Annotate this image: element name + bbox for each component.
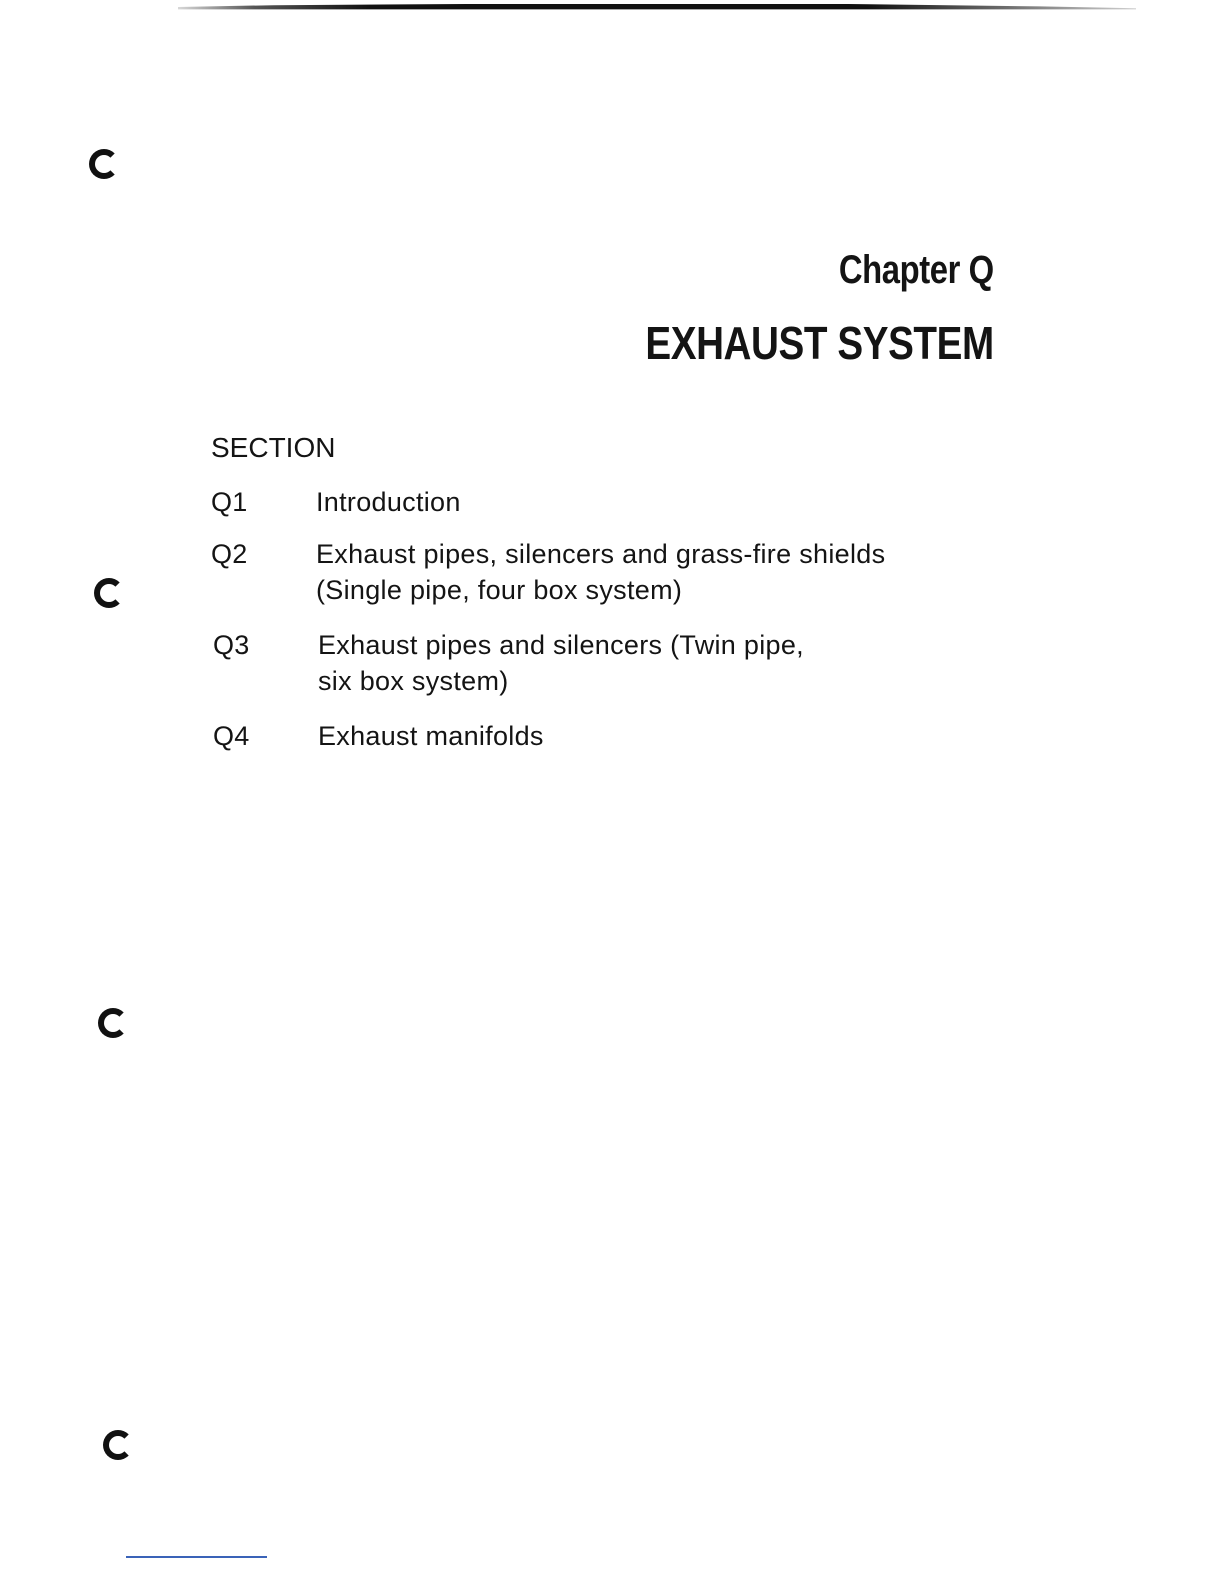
binder-hole-mark: [98, 1008, 128, 1038]
toc-entry-number: Q1: [211, 487, 248, 517]
toc-entry-title: Exhaust pipes, silencers and grass-fire shields (Single pipe, four box system): [316, 539, 886, 605]
top-rule: [178, 4, 1136, 10]
toc-entry-title: Introduction: [316, 487, 461, 517]
binder-hole-mark: [103, 1430, 133, 1460]
binder-hole-mark: [94, 578, 124, 608]
toc-entry-number: Q3: [213, 630, 250, 660]
bottom-rule: [126, 1556, 267, 1558]
chapter-title: EXHAUST SYSTEM: [645, 317, 994, 369]
toc-entry-title: Exhaust manifolds: [318, 721, 544, 751]
toc-entry-title: Exhaust pipes and silencers (Twin pipe, six box system): [318, 630, 804, 696]
chapter-heading: [579, 244, 994, 370]
chapter-label: Chapter Q: [839, 248, 994, 292]
toc-entry-number: Q2: [211, 539, 248, 569]
section-heading: SECTION: [211, 432, 336, 463]
toc-entry-number: Q4: [213, 721, 250, 751]
binder-hole-mark: [89, 149, 119, 179]
